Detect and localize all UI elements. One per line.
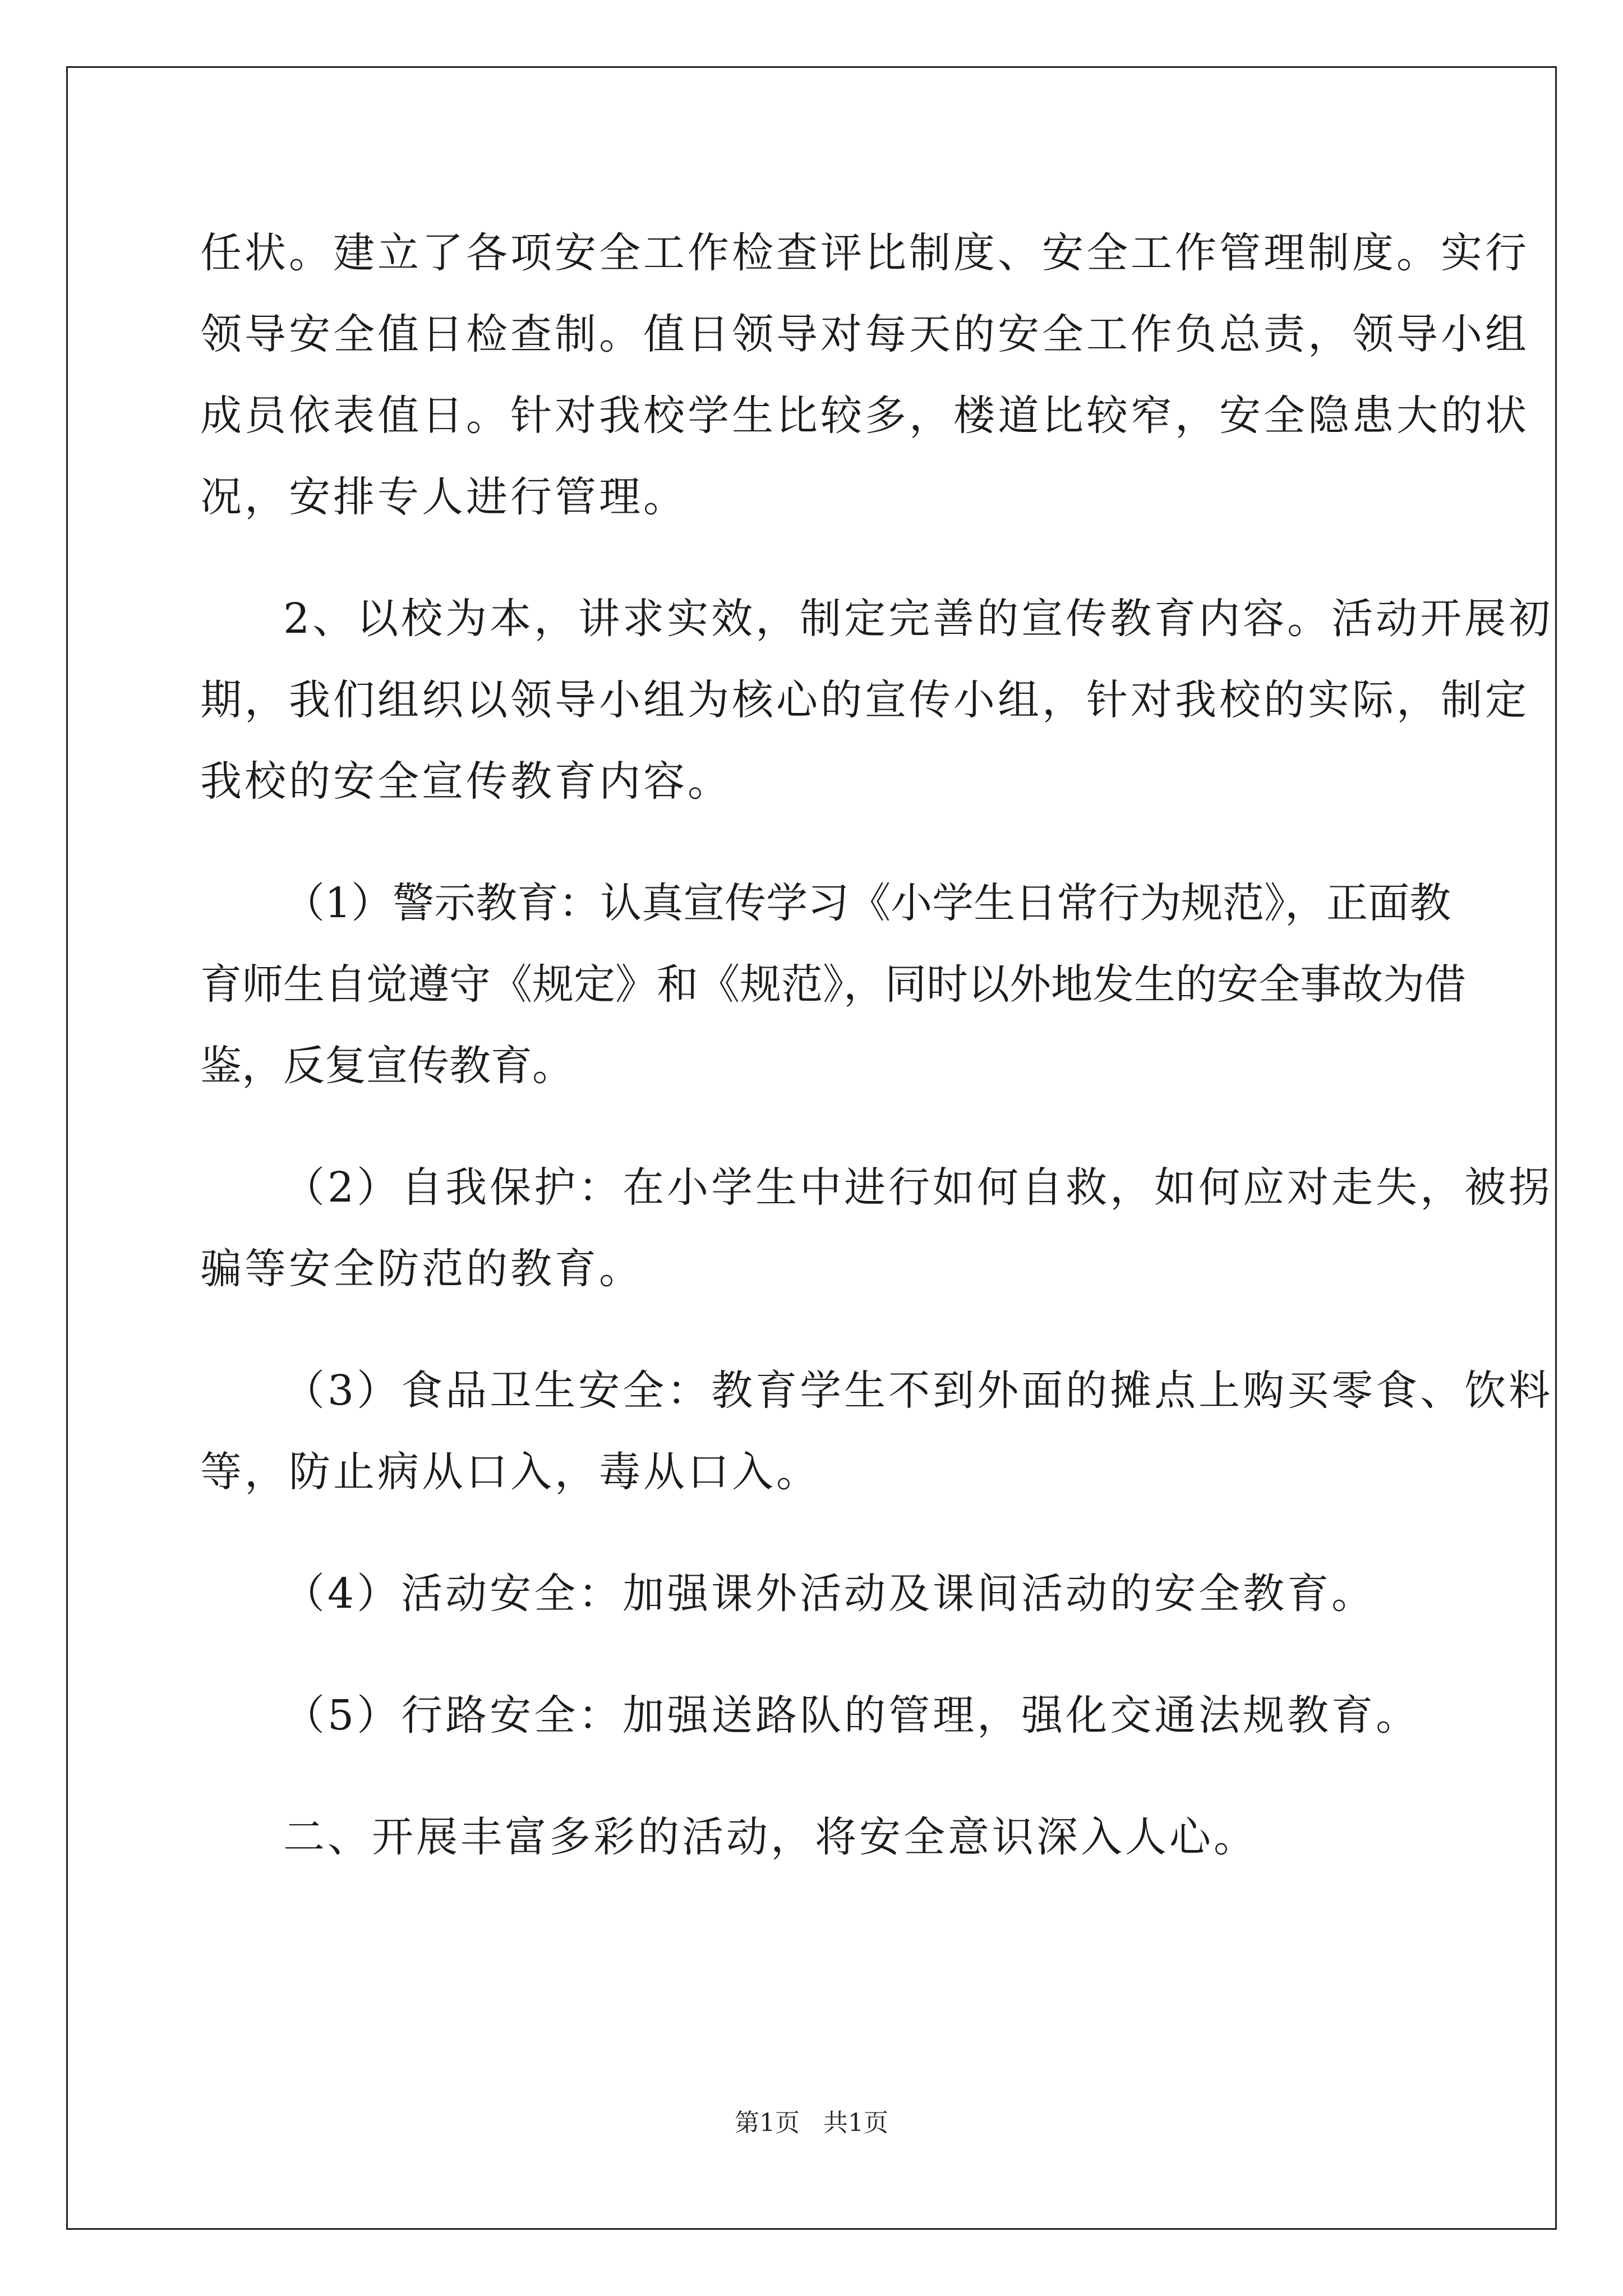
text-line: （4）活动安全：加强课外活动及课间活动的安全教育。	[283, 1569, 1376, 1618]
text-line: 2、以校为本，讲求实效，制定完善的宣传教育内容。活动开展初	[283, 594, 1553, 643]
page-footer	[0, 2102, 1623, 2138]
text-line: 况，安排专人进行管理。	[200, 472, 688, 521]
document-body	[200, 209, 1553, 1874]
text-line: 我校的安全宣传教育内容。	[200, 757, 732, 806]
text-line: （1）警示教育：认真宣传学习《小学生日常行为规范》，正面教	[283, 878, 1451, 927]
text-line: （3）食品卫生安全：教育学生不到外面的摊点上购买零食、饮料	[283, 1366, 1553, 1415]
text-line: 二、开展丰富多彩的活动，将安全意识深入人心。	[283, 1812, 1258, 1861]
text-line: 期，我们组织以领导小组为核心的宣传小组，针对我校的实际，制定	[200, 675, 1529, 724]
page-number-total: 共1页	[823, 2109, 888, 2137]
paragraph-warning-education	[200, 859, 1466, 1103]
paragraph-road-safety	[200, 1671, 1434, 1752]
text-line: 成员依表值日。针对我校学生比较多，楼道比较窄，安全隐患大的状	[200, 391, 1529, 440]
text-line: 领导安全值日检查制。值日领导对每天的安全工作负总责，领导小组	[200, 310, 1529, 358]
text-line: 鉴，反复宣传教育。	[200, 1041, 574, 1090]
text-line: 任状。建立了各项安全工作检查评比制度、安全工作管理制度。实行	[200, 228, 1529, 277]
text-line: （5）行路安全：加强送路队的管理，强化交通法规教育。	[283, 1691, 1421, 1740]
paragraph-section-two-heading	[200, 1793, 1434, 1874]
text-line: 等，防止病从口入，毒从口入。	[200, 1447, 820, 1496]
paragraph-self-protection	[200, 1143, 1553, 1306]
paragraph-publicity-content	[200, 574, 1553, 818]
paragraph-food-safety	[200, 1346, 1553, 1509]
page-number-current: 第1页	[735, 2109, 800, 2137]
text-line: 骗等安全防范的教育。	[200, 1244, 643, 1293]
paragraph-responsibility	[200, 209, 1529, 534]
text-line: 育师生自觉遵守《规定》和《规范》，同时以外地发生的安全事故为借	[200, 960, 1466, 1009]
paragraph-activity-safety	[200, 1549, 1434, 1631]
text-line: （2）自我保护：在小学生中进行如何自救，如何应对走失，被拐	[283, 1163, 1553, 1212]
